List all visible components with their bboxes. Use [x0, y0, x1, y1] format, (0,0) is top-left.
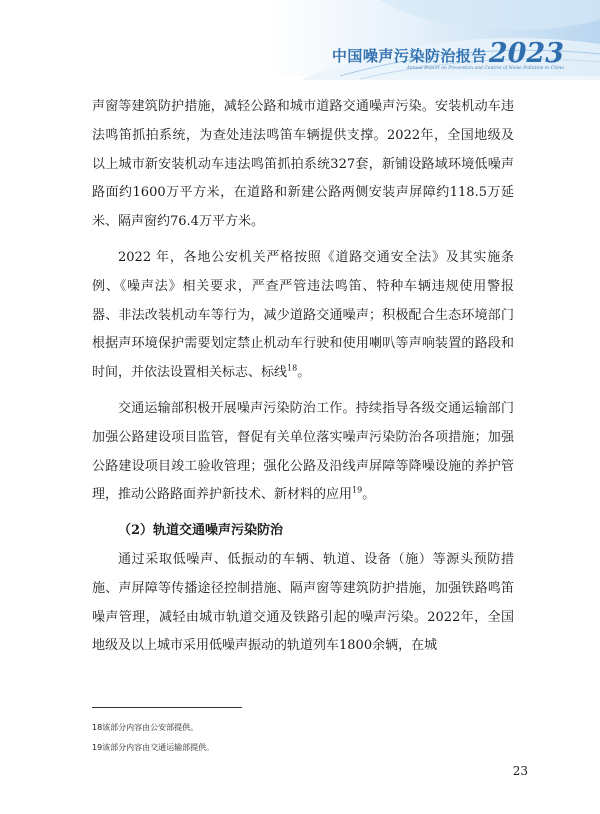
paragraph-2-text: 2022 年，各地公安机关严格按照《道路交通安全法》及其实施条例、《噪声法》相关要求，严查严管违法鸣笛、特种车辆违规使用警报器、非法改装机动车等行为，减少道路交通噪声；积极配合生态环境部门根据声环境保护需要划定禁止机动车行驶和使用喇叭等声响装置的路段和时间，并依法设置相关标志、标线: [92, 249, 514, 381]
report-subtitle: Annual Report on Prevention and Control of Noise Pollution in China: [406, 66, 564, 71]
footnotes: [92, 720, 514, 760]
footnote-divider: [92, 707, 242, 708]
footnote-19: 19该部分内容由交通运输部提供。: [92, 743, 215, 752]
footnote-ref-18: 18: [287, 363, 298, 373]
footnote-ref-19: 19: [352, 486, 363, 496]
page-number: 23: [512, 764, 528, 778]
paragraph-4: 通过采取低噪声、低振动的车辆、轨道、设备（施）等源头预防措施、声屏障等传播途径控制措施、隔声窗等建筑防护措施，加强铁路鸣笛噪声管理，减轻由城市轨道交通及铁路引起的噪声污染。2022年，全国地级及以上城市采用低噪声振动的轨道列车1800余辆，在城: [92, 551, 514, 654]
report-title-cn: 中国噪声污染防治报告: [331, 47, 487, 65]
report-title: [332, 40, 564, 68]
section-heading: （2）轨道交通噪声污染防治: [118, 523, 284, 539]
footnote-18: 18该部分内容由公安部提供。: [92, 723, 199, 732]
paragraph-3: 交通运输部积极开展噪声污染防治工作。持续指导各级交通运输部门加强公路建设项目监管，督促有关单位落实噪声污染防治各项措施；加强公路建设项目竣工验收管理；强化公路及沿线声屏障等降噪设施的养护管理，推动公路路面养护新技术、新材料的应用$^{19}$。: [92, 400, 514, 503]
paragraph-2: 2022 年，各地公安机关严格按照《道路交通安全法》及其实施条例、《噪声法》相关要求，严查严管违法鸣笛、特种车辆违规使用警报器、非法改装机动车等行为，减少道路交通噪声；积极配合生态环境部门根据声环境保护需要划定禁止机动车行驶和使用喇叭等声响装置的路段和时间，并依法设置相关标志、标线$^{18}$。: [92, 249, 514, 381]
paragraph-1: 声窗等建筑防护措施，减轻公路和城市道路交通噪声污染。安装机动车违法鸣笛抓拍系统，为查处违法鸣笛车辆提供支撑。2022年，全国地级及以上城市新安装机动车违法鸣笛抓拍系统327套，新铺设路域环境低噪声路面约1600万平方米，在道路和新建公路两侧安装声屏障约118.5万延米、隔声窗约76.4万平方米。: [92, 99, 514, 230]
main-text: [92, 93, 514, 661]
report-year: 2023: [488, 38, 564, 69]
paragraph-3-text: 交通运输部积极开展噪声污染防治工作。持续指导各级交通运输部门加强公路建设项目监管，督促有关单位落实噪声污染防治各项措施；加强公路建设项目竣工验收管理；强化公路及沿线声屏障等降噪设施的养护管理，推动公路路面养护新技术、新材料的应用: [92, 400, 514, 503]
